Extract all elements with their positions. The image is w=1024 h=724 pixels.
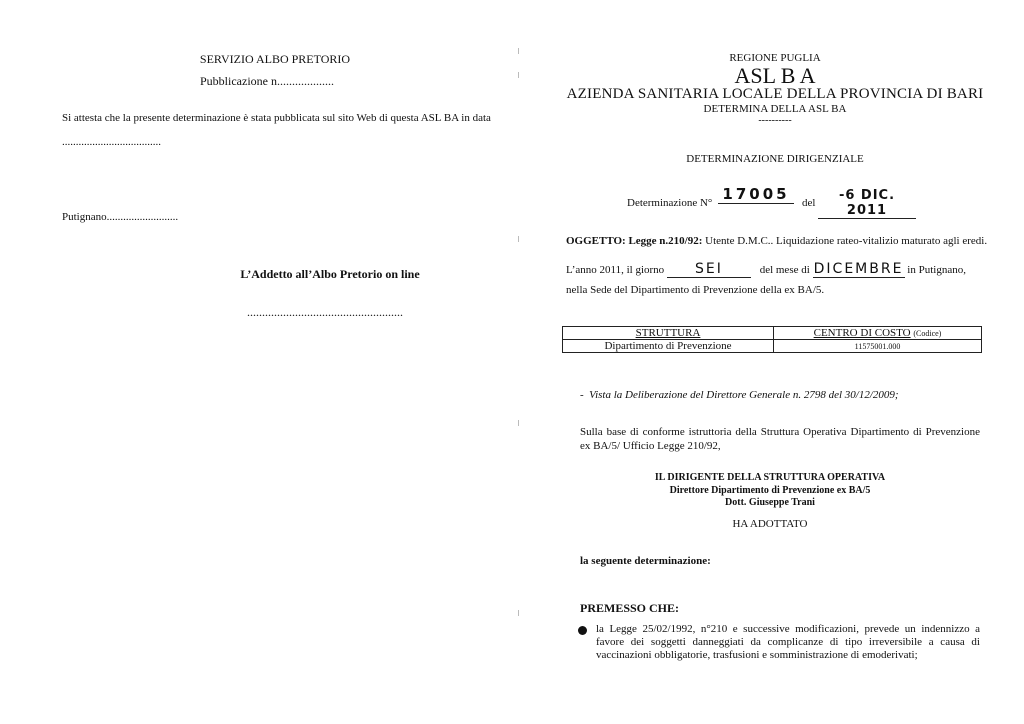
centro-costo-small: (Codice) <box>913 329 942 338</box>
bullet-icon <box>578 626 587 635</box>
publication-number: Pubblicazione n................... <box>200 74 334 88</box>
fold-mark <box>518 72 519 78</box>
anno-month: DICEMBRE <box>813 261 904 277</box>
anno-suffix: in Putignano, <box>907 264 966 276</box>
place-line: Putignano.......................... <box>62 211 179 223</box>
determina-title: DETERMINA DELLA ASL BA <box>703 103 847 115</box>
struttura-value: Dipartimento di Prevenzione <box>563 340 774 353</box>
officer-signature-dots: .................................................... <box>247 305 403 319</box>
struttura-table <box>562 326 982 353</box>
centro-costo-header <box>774 327 982 340</box>
bullet-paragraph: la Legge 25/02/1992, n°210 e successive modificazioni, prevede un indennizzo a favore dei soggetti danneggiati da complicanze di tipo irreversibile a causa di vaccinazioni obbligatorie, trasfusioni e somministrazione di emoderivati; <box>596 623 980 661</box>
vista-text: Vista la Deliberazione del Direttore Generale n. 2798 del 30/12/2009; <box>589 389 899 401</box>
struttura-header: STRUTTURA <box>563 327 774 340</box>
header-dashes: ---------- <box>758 115 792 126</box>
anno-day: SEI <box>667 261 751 278</box>
sede-line: nella Sede del Dipartimento di Prevenzione della ex BA/5. <box>566 284 825 296</box>
fold-mark <box>518 236 519 242</box>
table-row <box>563 340 982 353</box>
azienda-title: AZIENDA SANITARIA LOCALE DELLA PROVINCIA DI BARI <box>566 86 984 102</box>
dirigente-title: IL DIRIGENTE DELLA STRUTTURA OPERATIVA <box>654 472 886 483</box>
oggetto-text: Utente D.M.C.. Liquidazione rateo-vitalizio maturato agli eredi. <box>705 235 988 247</box>
determination-label: Determinazione N° <box>627 197 713 209</box>
region-title: REGIONE PUGLIA <box>729 52 821 64</box>
sulla-base-paragraph: Sulla base di conforme istruttoria della Struttura Operativa Dipartimento di Prevenzione ex BA/5/ Ufficio Legge 210/92, <box>580 426 980 452</box>
ha-adottato: HA ADOTTATO <box>732 518 808 530</box>
oggetto-line <box>566 235 987 247</box>
attest-text: Si attesta che la presente determinazione è stata pubblicata sul sito Web di questa ASL BA in data <box>62 112 491 124</box>
publication-date-dots: .................................... <box>62 136 161 148</box>
det-dirigenziale-title: DETERMINAZIONE DIRIGENZIALE <box>686 153 864 165</box>
asl-title: ASL B A <box>734 63 816 88</box>
anno-mid: del mese di <box>759 264 810 276</box>
table-header-row <box>563 327 982 340</box>
centro-costo-value: 11575001.000 <box>774 340 982 353</box>
centro-costo-label: CENTRO DI COSTO <box>813 327 911 339</box>
fold-mark <box>518 420 519 426</box>
seguente-determinazione: la seguente determinazione: <box>580 555 711 567</box>
premesso-che: PREMESSO CHE: <box>580 601 680 615</box>
del-label: del <box>802 197 816 209</box>
dirigente-role: Direttore Dipartimento di Prevenzione ex BA/5 <box>669 485 871 496</box>
vista-dash: - <box>580 389 590 401</box>
officer-label: L’Addetto all’Albo Pretorio on line <box>240 267 420 281</box>
oggetto-label: OGGETTO: <box>566 235 626 247</box>
oggetto-law: Legge n.210/92: <box>628 235 703 247</box>
anno-prefix: L’anno 2011, il giorno <box>566 264 665 276</box>
determination-number: 17005 <box>718 185 794 204</box>
anno-line <box>566 261 966 278</box>
vista-line <box>580 389 899 401</box>
determination-date: -6 DIC. 2011 <box>818 188 916 219</box>
fold-mark <box>518 610 519 616</box>
service-title: SERVIZIO ALBO PRETORIO <box>199 52 351 66</box>
fold-mark <box>518 48 519 54</box>
dirigente-name: Dott. Giuseppe Trani <box>725 497 815 508</box>
